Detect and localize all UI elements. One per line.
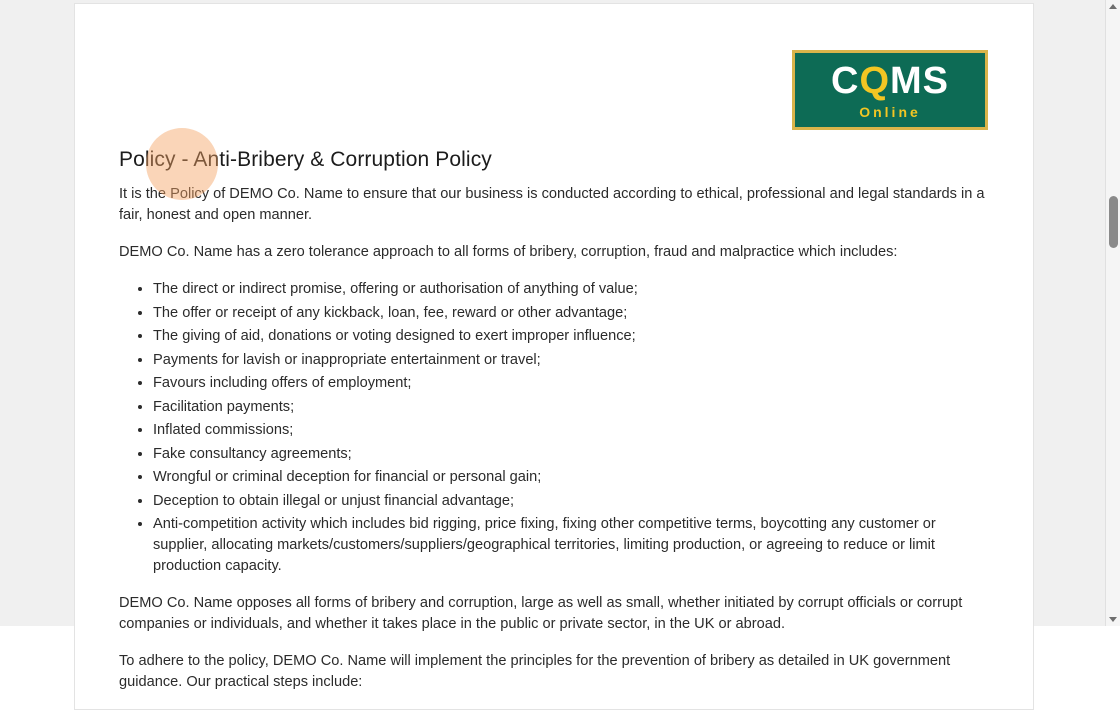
logo-letter-q: Q [859, 59, 890, 102]
scrollbar-thumb[interactable] [1109, 196, 1118, 248]
list-item: • The direct or indirect promise, offering or authorisation of anything of value; [153, 279, 989, 300]
vertical-scrollbar[interactable] [1105, 0, 1120, 626]
list-item: • The offer or receipt of any kickback, loan, fee, reward or other advantage; [153, 303, 989, 324]
paragraph-zero-tolerance: DEMO Co. Name has a zero tolerance approach to all forms of bribery, corruption, fraud and malpractice which includes: [119, 244, 898, 260]
list-item: • Facilitation payments; [153, 397, 989, 418]
prohibited-activities-list [119, 279, 989, 577]
page-title: Policy - Anti-Bribery & Corruption Policy [119, 148, 492, 171]
list-item: • Anti-competition activity which includes bid rigging, price fixing, fixing other competitive terms, boycotting any customer or supplier, allocating markets/customers/suppliers/geographical territories, limiting production, or agreeing to reduce or limit production capacity. [153, 514, 989, 577]
list-item: • Fake consultancy agreements; [153, 444, 989, 465]
cqms-online-logo [792, 50, 988, 130]
paragraph-opposes: DEMO Co. Name opposes all forms of bribery and corruption, large as well as small, whether initiated by corrupt officials or corrupt companies or individuals, and whether it takes place in the public or private sector, in the UK or abroad. [119, 595, 963, 632]
logo-letter-s: S [922, 59, 950, 102]
paragraph-intro: It is the Policy of DEMO Co. Name to ensure that our business is conducted according to ethical, professional and legal standards in a fair, honest and open manner. [119, 186, 985, 223]
list-item: • The giving of aid, donations or voting designed to exert improper influence; [153, 326, 989, 347]
document-sheet [74, 3, 1034, 710]
logo-container [119, 50, 989, 130]
logo-letter-m: M [890, 59, 923, 102]
list-item: • Wrongful or criminal deception for financial or personal gain; [153, 467, 989, 488]
document-content [75, 4, 1033, 693]
list-item: • Deception to obtain illegal or unjust financial advantage; [153, 491, 989, 512]
scroll-up-arrow-icon[interactable] [1109, 4, 1117, 9]
list-item: • Favours including offers of employment; [153, 373, 989, 394]
logo-wordmark [830, 59, 950, 102]
paragraph-adhere: To adhere to the policy, DEMO Co. Name will implement the principles for the prevention of bribery as detailed in UK government guidance. Our practical steps include: [119, 653, 951, 690]
list-item: • Inflated commissions; [153, 420, 989, 441]
list-item: • Payments for lavish or inappropriate entertainment or travel; [153, 350, 989, 371]
logo-subtitle: Online [859, 103, 921, 120]
logo-letter-c: C [830, 59, 860, 102]
scroll-down-arrow-icon[interactable] [1109, 617, 1117, 622]
